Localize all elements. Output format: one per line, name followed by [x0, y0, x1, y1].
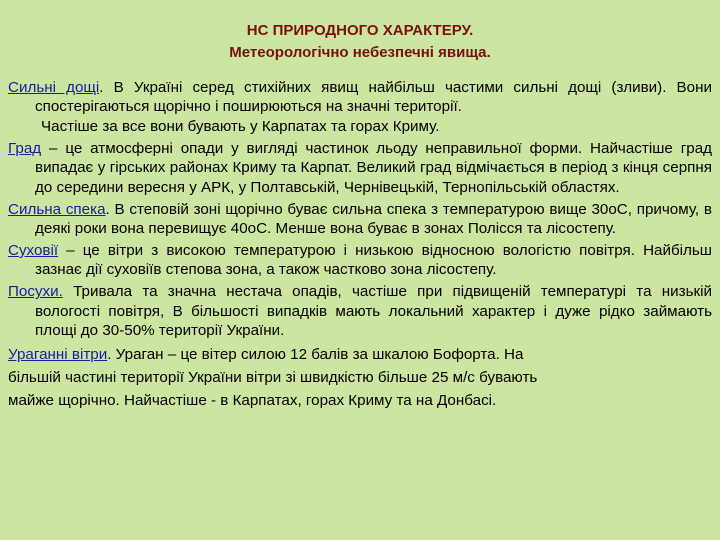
title-line-1: НС ПРИРОДНОГО ХАРАКТЕРУ.: [246, 22, 474, 39]
paragraph-hail: [8, 139, 712, 197]
slide-body: [8, 78, 712, 412]
paragraph-hurricane: [8, 343, 712, 412]
hurricane-line-3: майже щорічно. Найчастіше - в Карпатах, горах Криму та на Донбасі.: [8, 392, 497, 410]
text-hurricane-1: . Ураган – це вітер силою 12 балів за шкалою Бофорта. На: [107, 346, 524, 364]
term-hurricane: Ураганні вітри: [8, 346, 108, 364]
title-line-2: Метеорологічно небезпечні явища.: [229, 44, 491, 61]
text-rain: . В Україні серед стихійних явищ найбільш частими сильні дощі (зливи). Вони спостерігаються щорічно і поширюються на значні території.: [35, 79, 712, 116]
text-rain-extra: Частіше за все вони бувають у Карпатах та горах Криму.: [41, 117, 440, 135]
text-heat: . В степовій зоні щорічно буває сильна спека з температурою вище 30оС, причому, в деякі роки вона перевищує 40оС. Менше вона буває в зонах Полісся та лісостепу.: [35, 200, 712, 238]
term-drought: Посухи.: [8, 283, 63, 301]
term-rain: Сильні дощі: [8, 79, 100, 96]
paragraph-heat: [8, 200, 712, 239]
text-drought: Тривала та значна нестача опадів, частіше при підвищеній температурі та низькій вологості повітря, В більшості випадків мають локальний характер і дуже рідко займають площі до 30-50% території України.: [35, 283, 712, 340]
hurricane-line-1: [8, 343, 712, 366]
slide-title: [0, 20, 720, 64]
term-drywinds: Суховії: [8, 242, 59, 260]
term-hail: Град: [8, 139, 42, 157]
text-drywinds: – це вітри з високою температурою і низькою відносною вологістю повітря. Найбільш зазнає дії суховіїв степова зона, а також частково зона лісостепу.: [35, 242, 712, 279]
paragraph-drywinds: [8, 241, 712, 280]
hurricane-line-2: більшій частині території України вітри зі швидкістю більше 25 м/с бувають: [8, 369, 538, 387]
text-hail: – це атмосферні опади у вигляді частинок льоду неправильної форми. Найчастіше град випадає у гірських районах Криму та Карпат. Великий град відмічається в період з кінця серпня до середини вересня у АРК, у Полтавській, Чернівецькій, Тернопільській областях.: [35, 139, 712, 196]
paragraph-rain: [8, 78, 712, 136]
paragraph-drought: [8, 282, 712, 340]
term-heat: Сильна спека: [8, 200, 106, 218]
